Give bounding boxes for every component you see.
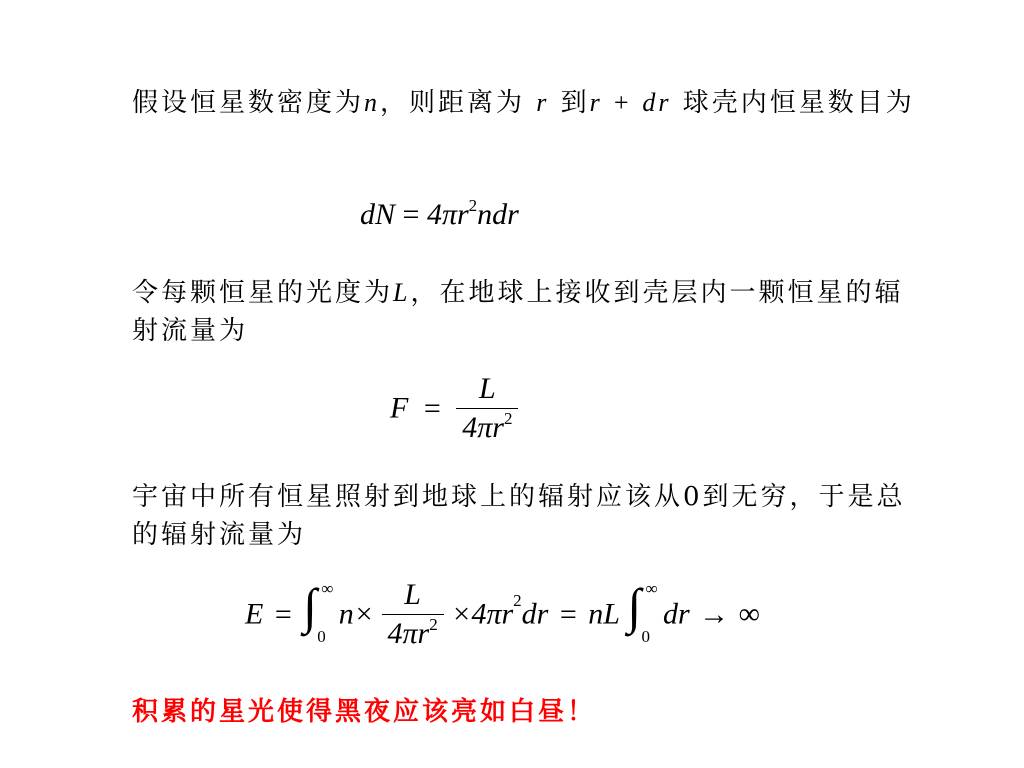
p1-var-r-plus-dr: r + dr bbox=[589, 88, 672, 117]
equation-dN bbox=[360, 198, 519, 232]
eq2-lhs: F bbox=[390, 391, 409, 425]
equation-flux bbox=[390, 372, 518, 445]
paragraph-total-flux bbox=[132, 478, 932, 554]
p1-text-c: 到 bbox=[549, 88, 590, 118]
eq2-den bbox=[456, 409, 518, 445]
eq3-num: L bbox=[382, 578, 444, 615]
eq2-den-exp: 2 bbox=[503, 409, 513, 428]
eq3-term-a: n× bbox=[338, 597, 374, 631]
eq3-fraction bbox=[382, 578, 444, 651]
eq3-den-exp: 2 bbox=[429, 615, 438, 634]
eq3-term-e: dr bbox=[662, 597, 690, 631]
eq3-term-d: nL bbox=[588, 597, 620, 631]
eq2-rel: = bbox=[423, 391, 441, 425]
eq3-integral-2 bbox=[627, 577, 658, 646]
infinity-symbol: ∞ bbox=[738, 597, 761, 631]
eq2-num: L bbox=[456, 372, 518, 409]
eq3-int1-lower: 0 bbox=[317, 626, 326, 646]
p1-text-b: ，则距离为 bbox=[380, 88, 537, 118]
arrow-right-icon: → bbox=[699, 597, 730, 631]
p1-text-a: 假设恒星数密度为 bbox=[132, 88, 365, 118]
p1-var-r: r bbox=[536, 88, 550, 117]
integral-icon: ∫ bbox=[627, 577, 642, 634]
paragraph-star-density bbox=[132, 84, 932, 122]
p2-var-L: L bbox=[393, 278, 411, 307]
integral-icon: ∫ bbox=[303, 577, 317, 634]
eq3-int2-upper: ∞ bbox=[645, 578, 658, 598]
eq1-rhs-exp: 2 bbox=[468, 196, 478, 215]
eq1-rhs-a: 4πr bbox=[426, 198, 469, 231]
eq2-den-a: 4πr bbox=[462, 411, 504, 444]
p3-text: 宇宙中所有恒星照射到地球上的辐射应该从0到无穷，于是总的辐射流量为 bbox=[132, 482, 906, 550]
eq3-lhs: E bbox=[245, 597, 264, 631]
eq3-rel: = bbox=[274, 597, 292, 631]
p2-text-a: 令每颗恒星的光度为 bbox=[132, 278, 394, 308]
p1-text-d: 球壳内恒星数目为 bbox=[671, 88, 915, 118]
eq3-int1-upper: ∞ bbox=[321, 578, 334, 598]
eq1-rel: = bbox=[402, 198, 420, 231]
p2-text-b: ，在地球上接收到壳层内一颗恒星的辐射流量为 bbox=[132, 278, 904, 346]
equation-total-energy bbox=[245, 578, 760, 651]
eq3-rel2: = bbox=[559, 597, 577, 631]
eq3-term-b-exp: 2 bbox=[513, 590, 522, 610]
eq1-lhs: dN bbox=[360, 198, 396, 231]
eq3-term-b: ×4πr bbox=[451, 597, 514, 631]
paragraph-luminosity bbox=[132, 274, 932, 350]
eq1-rhs-b: ndr bbox=[477, 198, 519, 231]
eq3-den-a: 4πr bbox=[387, 617, 430, 650]
eq3-int2-lower: 0 bbox=[641, 626, 650, 646]
conclusion-text: 积累的星光使得黑夜应该亮如白昼！ bbox=[132, 697, 597, 727]
eq3-term-c: dr bbox=[521, 597, 549, 631]
eq2-fraction bbox=[456, 372, 518, 445]
eq3-den bbox=[382, 615, 444, 651]
eq3-integral-1 bbox=[303, 577, 334, 646]
p1-var-n: n bbox=[364, 88, 381, 117]
